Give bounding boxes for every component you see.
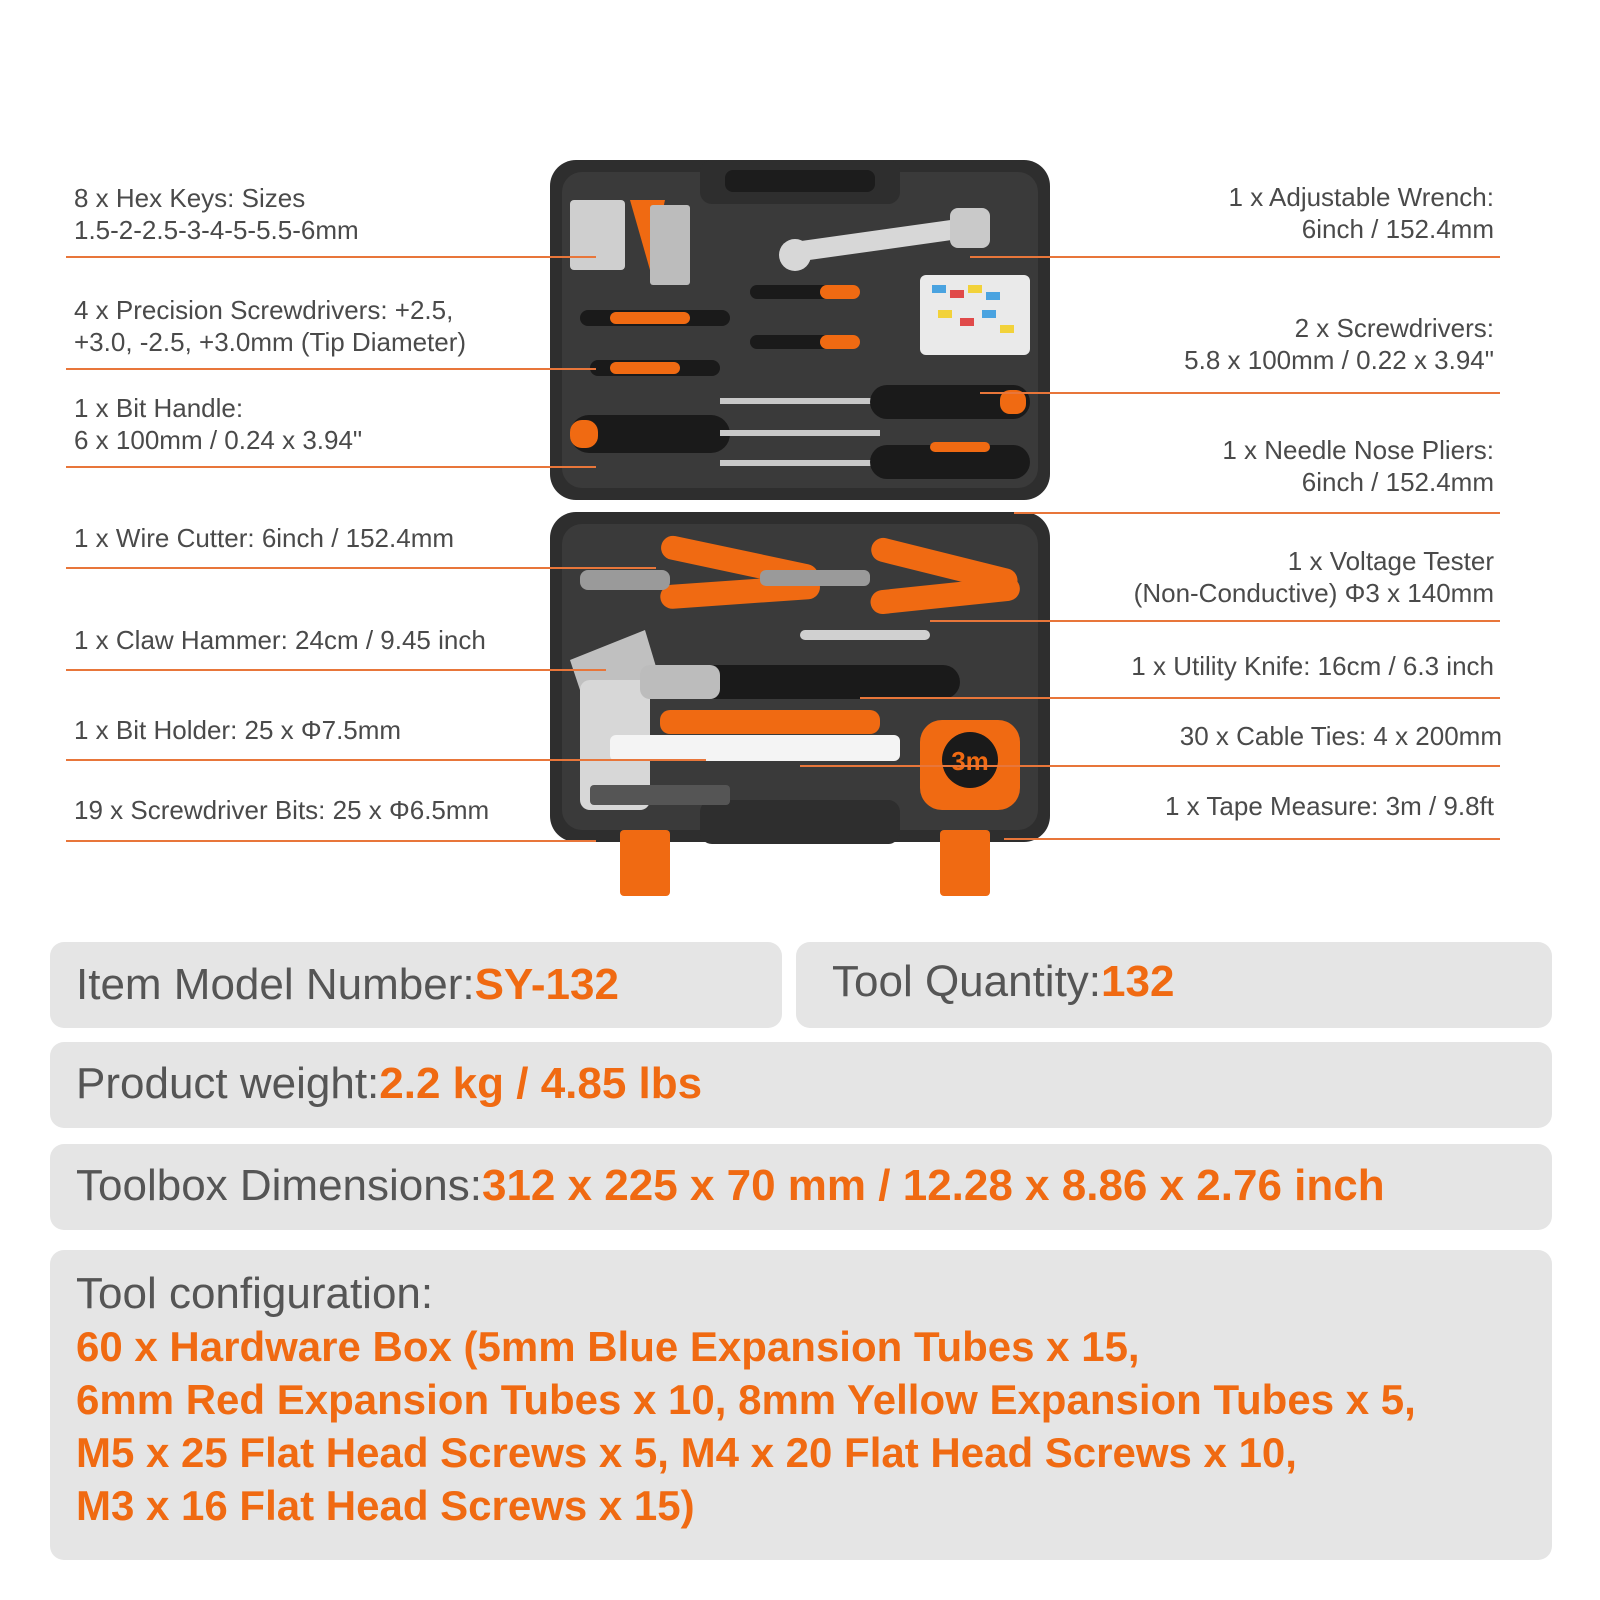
callout-line: 1 x Bit Handle: bbox=[74, 393, 244, 423]
callout-rule bbox=[930, 620, 1500, 622]
tool-configuration-panel bbox=[50, 1250, 1552, 1560]
callout-bit-handle bbox=[74, 392, 362, 456]
voltage-tester bbox=[800, 630, 930, 640]
callout-line: 1 x Tape Measure: 3m / 9.8ft bbox=[1164, 791, 1494, 821]
toolbox-image bbox=[550, 160, 1050, 900]
callout-line: 8 x Hex Keys: Sizes bbox=[74, 183, 306, 213]
latch-left bbox=[620, 830, 670, 896]
tool-quantity-label: Tool Quantity: bbox=[832, 957, 1102, 1006]
screwdriver-bits bbox=[590, 785, 730, 805]
callout-rule bbox=[970, 256, 1500, 258]
callout-line: 6inch / 152.4mm bbox=[1301, 467, 1494, 497]
callout-line: 2 x Screwdrivers: bbox=[1294, 313, 1494, 343]
tool-quantity-panel bbox=[796, 942, 1552, 1028]
callout-precision-screwdrivers bbox=[74, 294, 466, 358]
callout-claw-hammer bbox=[74, 624, 486, 656]
tool-configuration-label: Tool configuration: bbox=[76, 1269, 434, 1318]
callout-line: 1.5-2-2.5-3-4-5-5.5-6mm bbox=[74, 215, 359, 245]
callout-voltage-tester bbox=[1134, 545, 1494, 609]
dimensions-panel bbox=[50, 1144, 1552, 1230]
callout-line: 6inch / 152.4mm bbox=[1301, 214, 1494, 244]
tool-configuration-line: 6mm Red Expansion Tubes x 10, 8mm Yellow Expansion Tubes x 5, bbox=[76, 1376, 1416, 1423]
model-number-label: Item Model Number: bbox=[76, 960, 475, 1009]
callout-rule bbox=[1004, 838, 1500, 840]
callout-rule bbox=[980, 392, 1500, 394]
callout-line: +3.0, -2.5, +3.0mm (Tip Diameter) bbox=[74, 327, 467, 357]
svg-text:3m: 3m bbox=[951, 746, 989, 776]
callout-screwdriver-bits bbox=[74, 794, 489, 826]
weight-label: Product weight: bbox=[76, 1059, 380, 1108]
callout-rule bbox=[66, 256, 596, 258]
callout-bit-holder bbox=[74, 714, 401, 746]
callout-line: 30 x Cable Ties: 4 x 200mm bbox=[1179, 721, 1502, 751]
tool-quantity-value: 132 bbox=[1101, 957, 1175, 1006]
dimensions-label: Toolbox Dimensions: bbox=[76, 1161, 482, 1210]
callout-line: 1 x Needle Nose Pliers: bbox=[1222, 435, 1494, 465]
dimensions-value: 312 x 225 x 70 mm / 12.28 x 8.86 x 2.76 inch bbox=[481, 1161, 1385, 1210]
callout-rule bbox=[66, 759, 706, 761]
callout-rule bbox=[800, 765, 1500, 767]
tool-configuration-line: 60 x Hardware Box (5mm Blue Expansion Tubes x 15, bbox=[76, 1323, 1140, 1370]
callout-hex-keys bbox=[74, 182, 359, 246]
callout-rule bbox=[860, 697, 1500, 699]
callout-rule bbox=[66, 368, 596, 370]
callout-line: 1 x Bit Holder: 25 x Φ7.5mm bbox=[74, 715, 402, 745]
callout-rule bbox=[66, 567, 656, 569]
callout-wire-cutter bbox=[74, 522, 454, 554]
callout-line: 19 x Screwdriver Bits: 25 x Φ6.5mm bbox=[74, 795, 490, 825]
callout-line: 6 x 100mm / 0.24 x 3.94" bbox=[74, 425, 363, 455]
callout-rule bbox=[66, 466, 596, 468]
latch-right bbox=[940, 830, 990, 896]
callout-tape-measure bbox=[1165, 790, 1494, 822]
callout-line: (Non-Conductive) Φ3 x 140mm bbox=[1133, 578, 1494, 608]
model-number-panel bbox=[50, 942, 782, 1028]
tool-configuration-line: M5 x 25 Flat Head Screws x 5, M4 x 20 Flat Head Screws x 10, bbox=[76, 1429, 1297, 1476]
callout-line: 5.8 x 100mm / 0.22 x 3.94" bbox=[1184, 345, 1494, 375]
callout-rule bbox=[1014, 512, 1500, 514]
callout-line: 1 x Utility Knife: 16cm / 6.3 inch bbox=[1131, 651, 1494, 681]
callout-utility-knife bbox=[1131, 650, 1494, 682]
callout-needle-nose-pliers bbox=[1222, 434, 1494, 498]
hardware-box bbox=[920, 275, 1030, 355]
utility-knife bbox=[660, 710, 880, 734]
callout-line: 4 x Precision Screwdrivers: +2.5, bbox=[74, 295, 454, 325]
callout-line: 1 x Adjustable Wrench: bbox=[1228, 182, 1494, 212]
callout-rule bbox=[66, 840, 596, 842]
callout-line: 1 x Claw Hammer: 24cm / 9.45 inch bbox=[74, 625, 486, 655]
weight-value: 2.2 kg / 4.85 lbs bbox=[379, 1059, 703, 1108]
tool-configuration-line: M3 x 16 Flat Head Screws x 15) bbox=[76, 1482, 695, 1529]
callout-line: 1 x Voltage Tester bbox=[1287, 546, 1494, 576]
callout-adjustable-wrench bbox=[1229, 181, 1494, 245]
callout-cable-ties bbox=[1180, 720, 1502, 752]
callout-screwdrivers bbox=[1184, 312, 1494, 376]
callout-rule bbox=[66, 669, 606, 671]
weight-panel bbox=[50, 1042, 1552, 1128]
callout-line: 1 x Wire Cutter: 6inch / 152.4mm bbox=[74, 523, 455, 553]
cable-ties bbox=[610, 735, 900, 761]
model-number-value: SY-132 bbox=[474, 960, 619, 1009]
